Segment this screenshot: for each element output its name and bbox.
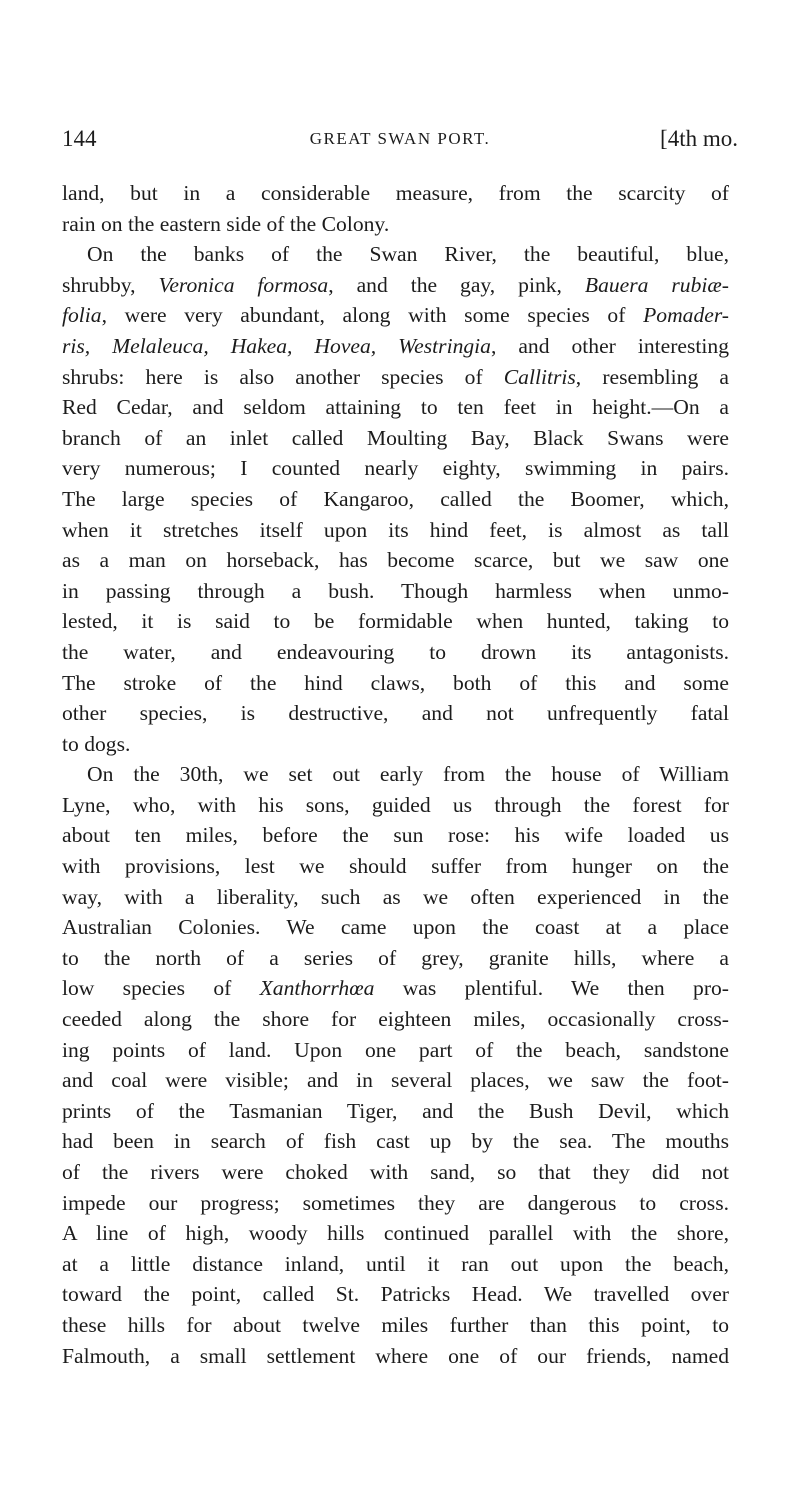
text-line bbox=[62, 1279, 729, 1310]
text-run: Falmouth, a small settlement where one of our friends, named bbox=[62, 1343, 729, 1368]
text-line bbox=[62, 515, 729, 546]
text-run: when it stretches itself upon its hind feet, is almost as tall bbox=[62, 517, 729, 542]
text-line bbox=[62, 331, 729, 362]
italic-term: Pomader- bbox=[643, 303, 729, 328]
text-run: as a man on horseback, has become scarce, but we saw one bbox=[62, 548, 729, 573]
text-run: to the north of a series of grey, granite hills, where a bbox=[62, 945, 729, 970]
italic-term: folia bbox=[62, 303, 102, 328]
text-line bbox=[62, 851, 729, 882]
text-line bbox=[62, 759, 729, 790]
text-run: of the rivers were choked with sand, so that they did not bbox=[62, 1160, 729, 1184]
text-line bbox=[62, 1035, 729, 1066]
text-run: land, but in a considerable measure, from the scarcity of bbox=[62, 181, 729, 205]
text-run: , were very abundant, along with some species of bbox=[101, 303, 644, 328]
text-run: On the banks of the Swan River, the beautiful, blue, bbox=[87, 242, 729, 267]
italic-term: Callitris bbox=[503, 364, 576, 389]
text-run: impede our progress; sometimes they are dangerous to cross. bbox=[62, 1190, 729, 1215]
text-run: was plentiful. We then pro- bbox=[374, 976, 729, 1001]
text-run: very numerous; I counted nearly eighty, swimming in pairs. bbox=[62, 456, 729, 481]
text-line bbox=[62, 973, 729, 1004]
text-run: On the 30th, we set out early from the house of William bbox=[87, 762, 729, 787]
text-line bbox=[62, 484, 729, 515]
text-run: at a little distance inland, until it ran out upon the beach, bbox=[62, 1251, 729, 1276]
italic-term: Xanthorrhœa bbox=[259, 976, 375, 1001]
text-run: ceeded along the shore for eighteen miles, occasionally cross- bbox=[62, 1007, 729, 1032]
text-line bbox=[62, 300, 729, 331]
text-run: toward the point, called St. Patricks Head. We travelled over bbox=[62, 1282, 729, 1307]
text-line bbox=[62, 1004, 729, 1035]
text-run: these hills for about twelve miles further than this point, to bbox=[62, 1312, 729, 1337]
text-line bbox=[62, 1341, 729, 1372]
text-line bbox=[62, 270, 729, 301]
text-run: The large species of Kangaroo, called the Boomer, which, bbox=[62, 486, 729, 511]
text-line bbox=[62, 392, 729, 423]
section-marker: [4th mo. bbox=[660, 126, 738, 151]
text-line bbox=[62, 820, 729, 851]
text-line bbox=[62, 668, 729, 699]
text-run: Lyne, who, with his sons, guided us through the forest for bbox=[62, 792, 729, 817]
italic-term: Bauera rubiæ- bbox=[584, 272, 729, 297]
running-title: GREAT SWAN PORT. bbox=[309, 129, 491, 148]
text-run: to dogs. bbox=[62, 731, 131, 756]
text-run: about ten miles, before the sun rose: his wife loaded us bbox=[62, 823, 729, 848]
text-run: shrubs: here is also another species of bbox=[62, 364, 504, 389]
text-run: way, with a liberality, such as we often experienced in the bbox=[62, 884, 729, 909]
text-line bbox=[62, 1188, 729, 1219]
text-run: the water, and endeavouring to drown its antagonists. bbox=[62, 639, 729, 664]
text-run: ing points of land. Upon one part of the beach, sandstone bbox=[62, 1037, 729, 1062]
text-line bbox=[62, 790, 729, 821]
text-run: lested, it is said to be formidable when hunted, taking to bbox=[62, 609, 729, 634]
text-line bbox=[62, 943, 729, 974]
text-line bbox=[62, 1065, 729, 1096]
italic-term: ris, Melaleuca, Hakea, Hovea, Westringia bbox=[62, 333, 491, 358]
text-run: prints of the Tasmanian Tiger, and the Bush Devil, which bbox=[62, 1098, 729, 1123]
text-run: and coal were visible; and in several places, we saw the foot- bbox=[62, 1068, 729, 1093]
text-line bbox=[62, 1096, 729, 1127]
text-line bbox=[62, 1249, 729, 1280]
text-line bbox=[62, 1218, 729, 1249]
text-line bbox=[62, 698, 729, 729]
text-line bbox=[62, 1126, 729, 1157]
text-line bbox=[62, 576, 729, 607]
text-line bbox=[62, 637, 729, 668]
running-header bbox=[62, 126, 738, 160]
text-line bbox=[62, 545, 729, 576]
text-line bbox=[62, 606, 729, 637]
italic-term: Veronica formosa bbox=[158, 272, 329, 297]
text-line bbox=[62, 729, 729, 760]
text-line bbox=[62, 912, 729, 943]
text-run: in passing through a bush. Though harmless when unmo- bbox=[62, 578, 729, 603]
text-run: with provisions, lest we should suffer from hunger on the bbox=[62, 854, 729, 879]
text-run: branch of an inlet called Moulting Bay, Black Swans were bbox=[62, 425, 729, 450]
page-number: 144 bbox=[62, 126, 97, 151]
text-run: shrubby, bbox=[62, 272, 159, 297]
text-run: Australian Colonies. We came upon the coast at a place bbox=[62, 915, 729, 940]
text-run: , and the gay, pink, bbox=[328, 272, 585, 297]
text-run: had been in search of fish cast up by the sea. The mouths bbox=[62, 1129, 729, 1154]
text-run: The stroke of the hind claws, both of this and some bbox=[62, 670, 729, 695]
text-line bbox=[62, 362, 729, 393]
text-line bbox=[62, 1157, 729, 1188]
text-line bbox=[62, 423, 729, 454]
text-line bbox=[62, 1310, 729, 1341]
text-line bbox=[62, 453, 729, 484]
text-run: A line of high, woody hills continued parallel with the shore, bbox=[62, 1221, 729, 1246]
text-run: low species of bbox=[62, 976, 260, 1001]
text-run: other species, is destructive, and not unfrequently fatal bbox=[62, 701, 729, 726]
text-run: , and other interesting bbox=[490, 333, 729, 358]
text-run: Red Cedar, and seldom attaining to ten feet in height.—On a bbox=[62, 395, 729, 420]
body-text bbox=[62, 178, 729, 1371]
text-run: rain on the eastern side of the Colony. bbox=[62, 211, 390, 236]
text-line bbox=[62, 209, 729, 240]
text-line bbox=[62, 178, 729, 209]
text-line bbox=[62, 239, 729, 270]
text-line bbox=[62, 882, 729, 913]
text-run: , resembling a bbox=[575, 364, 729, 389]
